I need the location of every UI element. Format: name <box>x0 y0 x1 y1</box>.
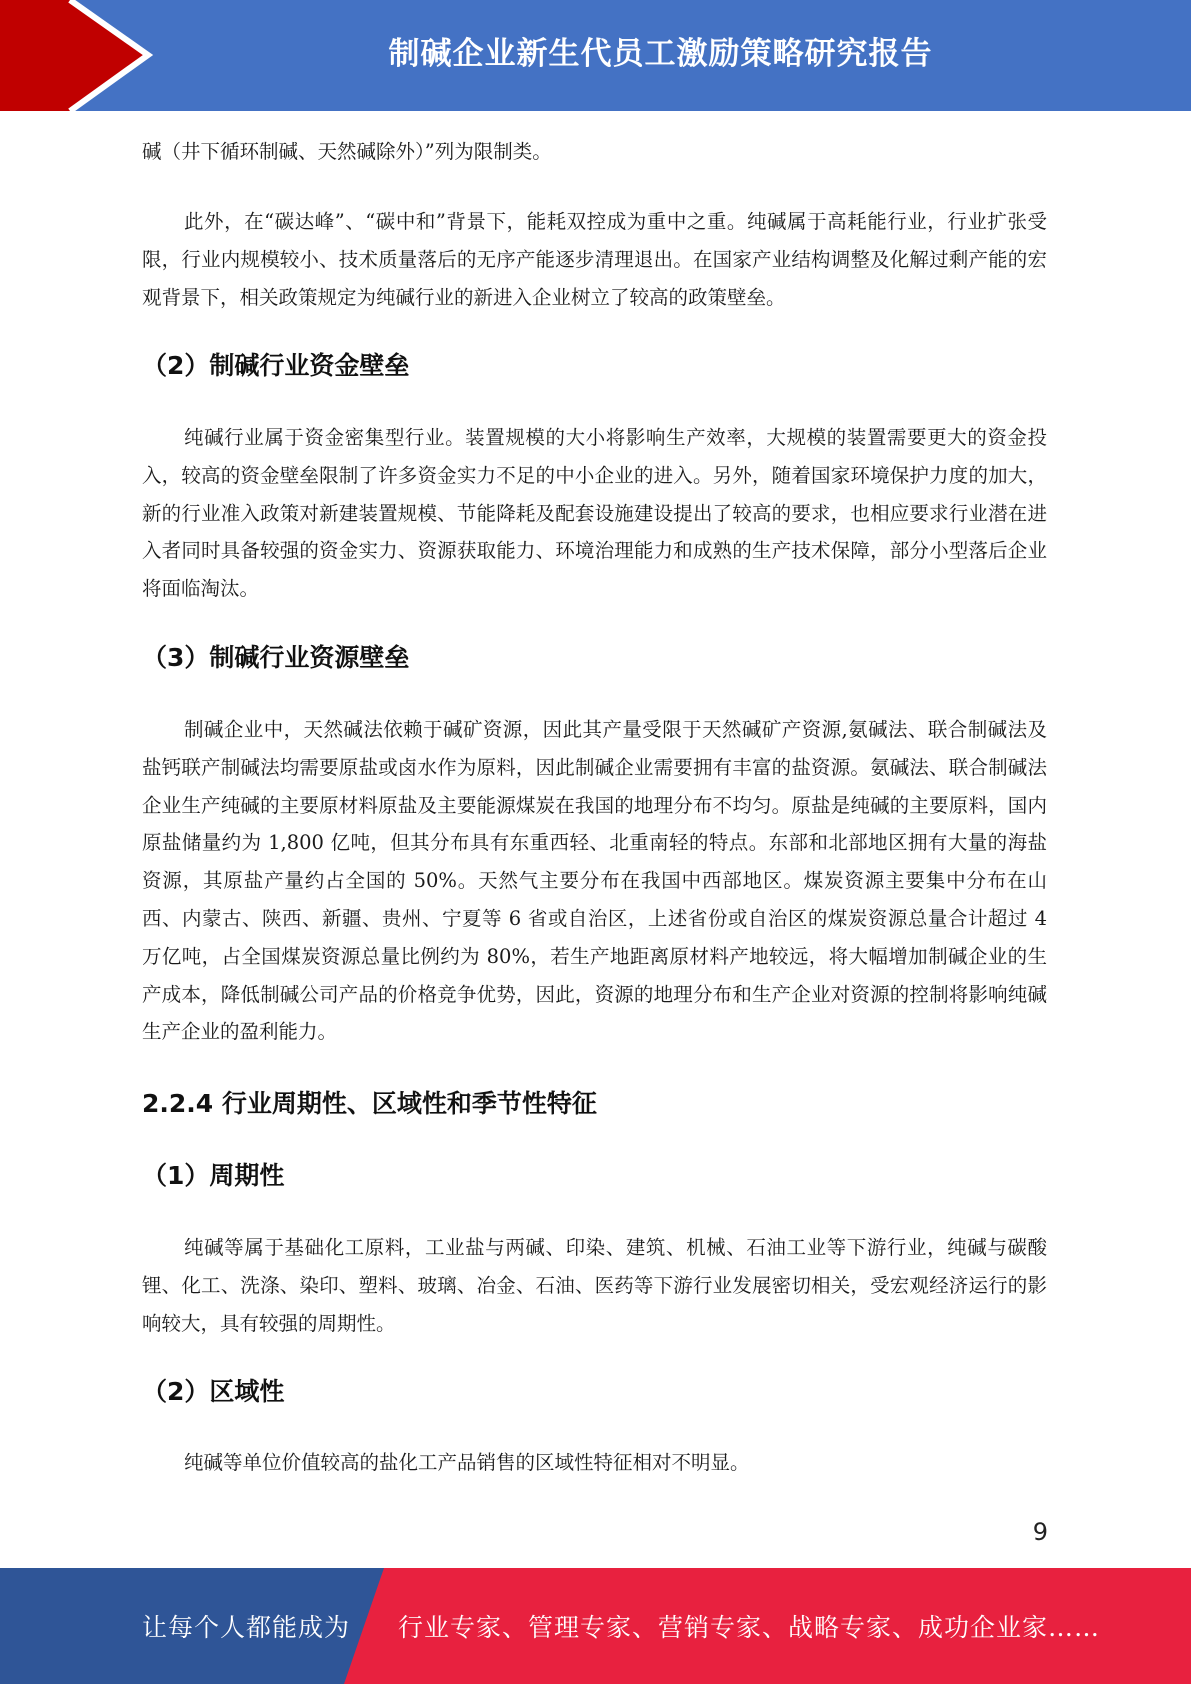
footer-banner <box>0 1568 1191 1684</box>
footer-slogan-left: 让每个人都能成为 <box>142 1613 351 1642</box>
paragraph-continuation: 碱（井下循环制碱、天然碱除外）”列为限制类。 <box>142 140 552 163</box>
document-title: 制碱企业新生代员工激励策略研究报告 <box>388 35 933 72</box>
heading-resource-barrier: （3）制碱行业资源壁垒 <box>142 643 410 672</box>
heading-capital-barrier: （2）制碱行业资金壁垒 <box>142 351 410 380</box>
paragraph-resource-barrier: 制碱企业中，天然碱法依赖于碱矿资源，因此其产量受限于天然碱矿产资源,氨碱法、联合制碱法及盐钙联产制碱法均需要原盐或卤水作为原料，因此制碱企业需要拥有丰富的盐资源。氨碱法、联合制碱法企业生产纯碱的主要原材料原盐及主要能源煤炭在我国的地理分布不均匀。原盐是纯碱的主要原料，国内原盐储量约为 1,800 亿吨，但其分布具有东重西轻、北重南轻的特点。东部和北部地区拥有大量的海盐资源，其原盐产量约占全国的 50%。天然气主要分布在我国中西部地区。煤炭资源主要集中分布在山西、内蒙古、陕西、新疆、贵州、宁夏等 6 省或自治区，上述省份或自治区的煤炭资源总量合计超过 4 万亿吨，占全国煤炭资源总量比例约为 80%，若生产地距离原材料产地较远，将大幅增加制碱企业的生产成本，降低制碱公司产品的价格竞争优势，因此，资源的地理分布和生产企业对资源的控制将影响纯碱生产企业的盈利能力。 <box>142 718 1047 1044</box>
paragraph-regional: 纯碱等单位价值较高的盐化工产品销售的区域性特征相对不明显。 <box>184 1451 750 1474</box>
header-bar <box>0 0 1191 111</box>
paragraph-capital-barrier: 纯碱行业属于资金密集型行业。装置规模的大小将影响生产效率，大规模的装置需要更大的资金投入，较高的资金壁垒限制了许多资金实力不足的中小企业的进入。另外，随着国家环境保护力度的加大，新的行业准入政策对新建装置规模、节能降耗及配套设施建设提出了较高的要求，也相应要求行业潜在进入者同时具备较强的资金实力、资源获取能力、环境治理能力和成熟的生产技术保障，部分小型落后企业将面临淘汰。 <box>142 426 1047 601</box>
heading-cyclical: （1）周期性 <box>142 1161 285 1190</box>
page-number: 9 <box>1032 1518 1048 1546</box>
paragraph-cyclical: 纯碱等属于基础化工原料，工业盐与两碱、印染、建筑、机械、石油工业等下游行业，纯碱与碳酸锂、化工、洗涤、染印、塑料、玻璃、冶金、石油、医药等下游行业发展密切相关，受宏观经济运行的影响较大，具有较强的周期性。 <box>142 1236 1047 1335</box>
section-heading-2-2-4: 2.2.4 行业周期性、区域性和季节性特征 <box>142 1089 597 1118</box>
paragraph-carbon-policy: 此外，在“碳达峰”、“碳中和”背景下，能耗双控成为重中之重。纯碱属于高耗能行业，行业扩张受限，行业内规模较小、技术质量落后的无序产能逐步清理退出。在国家产业结构调整及化解过剩产能的宏观背景下，相关政策规定为纯碱行业的新进入企业树立了较高的政策壁垒。 <box>142 210 1047 309</box>
heading-regional: （2）区域性 <box>142 1377 285 1406</box>
footer-slogan-right: 行业专家、管理专家、营销专家、战略专家、成功企业家…… <box>398 1613 1101 1642</box>
